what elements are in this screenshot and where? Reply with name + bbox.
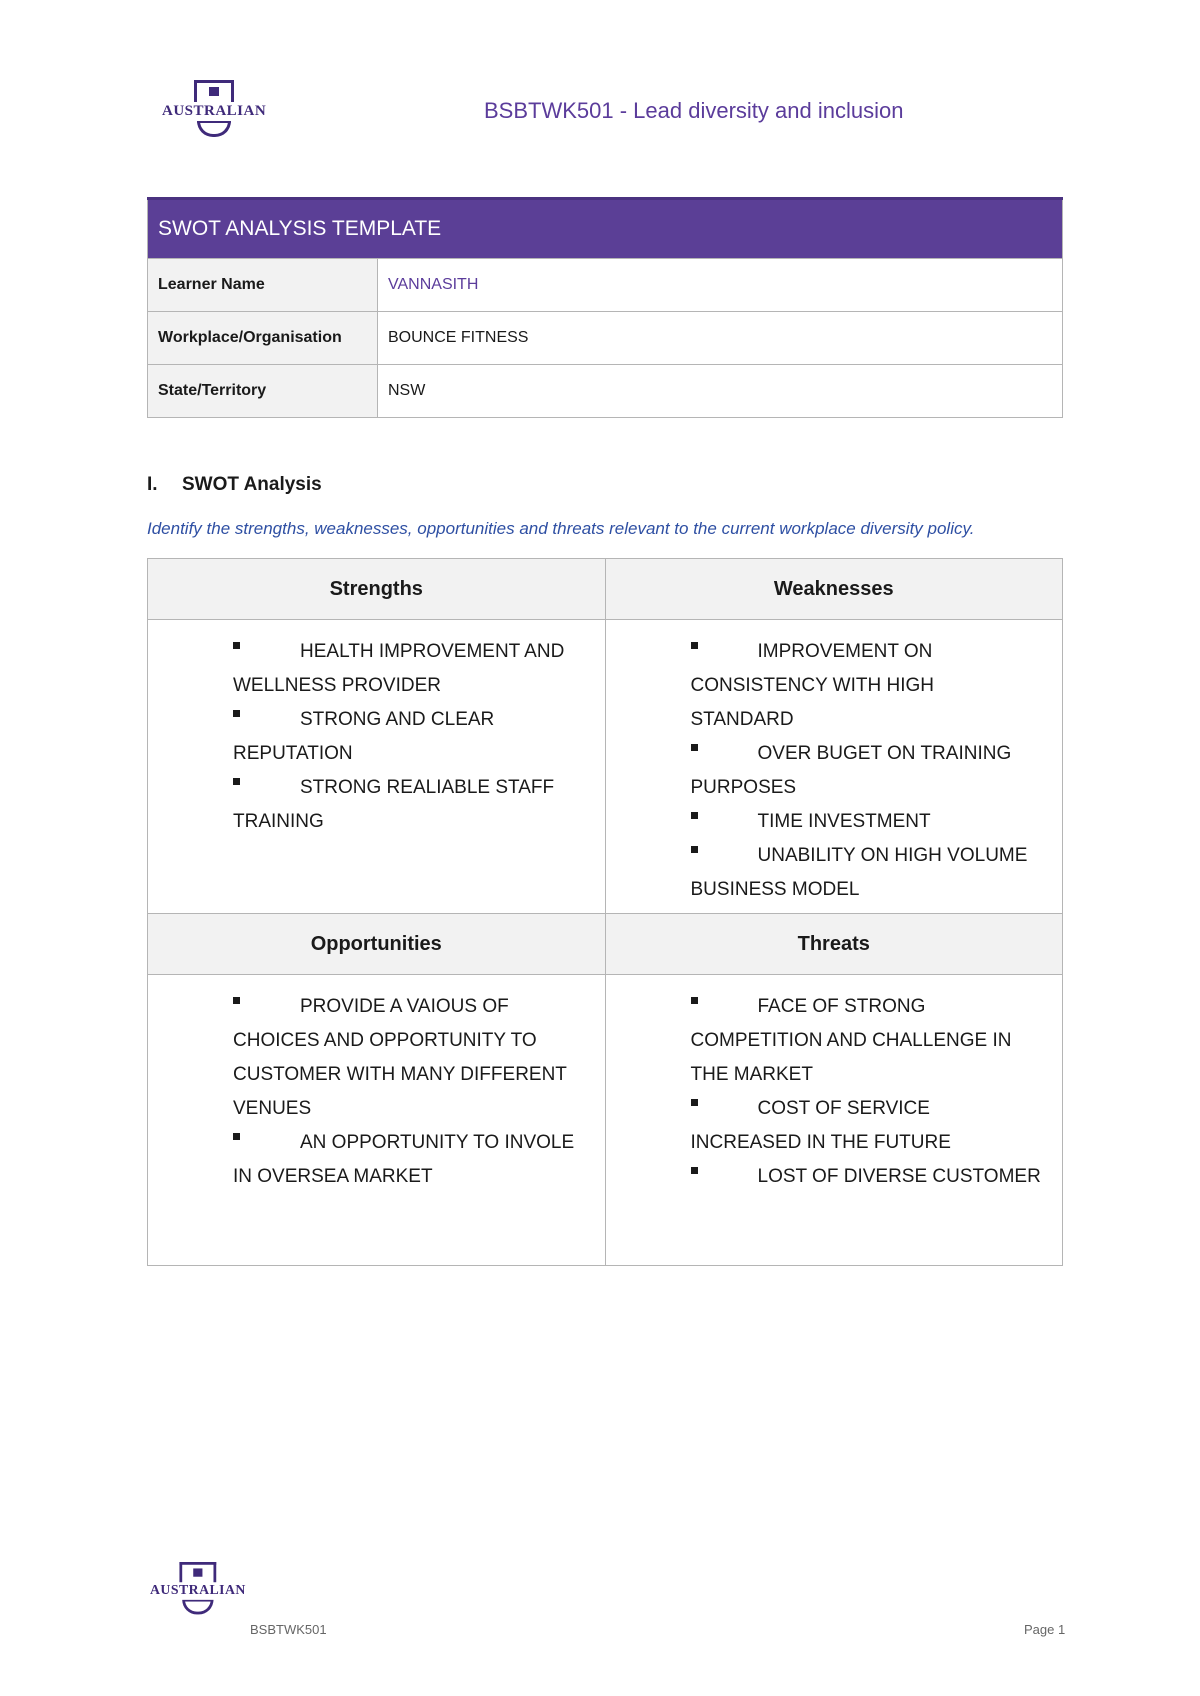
- logo-wordmark: AUSTRALIAN: [150, 1583, 246, 1598]
- list-item-text: LOST OF DIVERSE CUSTOMER: [757, 1166, 1041, 1187]
- list-item-text: STRONG REALIABLE STAFF TRAINING: [233, 777, 555, 832]
- learner-name-label: Learner Name: [148, 259, 378, 312]
- strengths-list: [149, 621, 604, 839]
- workplace-label: Workplace/Organisation: [148, 312, 378, 365]
- section-title: SWOT Analysis: [182, 474, 322, 495]
- table-title-row: [148, 199, 1063, 259]
- weaknesses-cell[interactable]: [605, 620, 1063, 914]
- table-row: [148, 365, 1063, 418]
- weaknesses-heading: Weaknesses: [605, 559, 1063, 620]
- section-heading: [147, 474, 322, 496]
- list-item: [233, 1126, 584, 1194]
- section-number: I.: [147, 474, 158, 495]
- header-logo: [162, 80, 266, 137]
- opportunities-heading: Opportunities: [148, 914, 606, 975]
- list-item: [691, 1160, 1042, 1194]
- list-item: [691, 737, 1042, 805]
- list-item-text: TIME INVESTMENT: [757, 811, 931, 832]
- section-instruction: Identify the strengths, weaknesses, opportunities and threats relevant to the current workplace diversity policy.: [147, 519, 975, 538]
- list-item: [233, 771, 584, 839]
- threats-heading: Threats: [605, 914, 1063, 975]
- square-bullet-icon: [691, 1167, 698, 1174]
- table-row: [148, 259, 1063, 312]
- table-row: [148, 312, 1063, 365]
- logo-shield-base-icon: [197, 121, 231, 137]
- square-bullet-icon: [691, 812, 698, 819]
- list-item: [691, 635, 1042, 737]
- list-item-text: COST OF SERVICE INCREASED IN THE FUTURE: [690, 1098, 951, 1153]
- list-item-text: FACE OF STRONG COMPETITION AND CHALLENGE IN THE MARKET: [690, 996, 1012, 1085]
- list-item: [691, 805, 1042, 839]
- list-item-text: HEALTH IMPROVEMENT AND WELLNESS PROVIDER: [233, 641, 565, 696]
- list-item: [233, 990, 584, 1126]
- square-bullet-icon: [233, 642, 240, 649]
- weaknesses-list: [607, 621, 1062, 907]
- strengths-heading: Strengths: [148, 559, 606, 620]
- square-bullet-icon: [233, 710, 240, 717]
- state-label: State/Territory: [148, 365, 378, 418]
- logo-shield-icon: [194, 80, 234, 102]
- list-item-text: IMPROVEMENT ON CONSISTENCY WITH HIGH STANDARD: [690, 641, 934, 730]
- square-bullet-icon: [233, 1133, 240, 1140]
- list-item-text: UNABILITY ON HIGH VOLUME BUSINESS MODEL: [690, 845, 1028, 900]
- logo-wordmark: AUSTRALIAN: [162, 103, 267, 119]
- footer-logo: [150, 1562, 246, 1614]
- learner-name-value[interactable]: VANNASITH: [378, 259, 1063, 312]
- opportunities-cell[interactable]: [148, 975, 606, 1266]
- list-item: [691, 1092, 1042, 1160]
- threats-cell[interactable]: [605, 975, 1063, 1266]
- learner-info-table: [147, 197, 1063, 418]
- list-item: [233, 703, 584, 771]
- logo-shield-base-icon: [182, 1600, 213, 1615]
- logo-shield-icon: [180, 1562, 217, 1582]
- list-item: [691, 990, 1042, 1092]
- swot-table: [147, 558, 1063, 1266]
- footer-page-number: Page 1: [1024, 1622, 1066, 1637]
- opportunities-list: [149, 976, 604, 1194]
- square-bullet-icon: [691, 846, 698, 853]
- square-bullet-icon: [233, 778, 240, 785]
- workplace-value[interactable]: BOUNCE FITNESS: [378, 312, 1063, 365]
- page-header-title: BSBTWK501 - Lead diversity and inclusion: [484, 98, 904, 123]
- square-bullet-icon: [691, 997, 698, 1004]
- list-item: [691, 839, 1042, 907]
- swot-body-row: [148, 975, 1063, 1266]
- swot-body-row: [148, 620, 1063, 914]
- list-item-text: STRONG AND CLEAR REPUTATION: [233, 709, 495, 764]
- footer-unit-code: BSBTWK501: [250, 1622, 327, 1637]
- list-item-text: PROVIDE A VAIOUS OF CHOICES AND OPPORTUNITY TO CUSTOMER WITH MANY DIFFERENT VENUES: [233, 996, 567, 1119]
- list-item-text: AN OPPORTUNITY TO INVOLE IN OVERSEA MARKET: [233, 1132, 575, 1187]
- threats-list: [607, 976, 1062, 1194]
- swot-header-row: [148, 559, 1063, 620]
- state-value[interactable]: NSW: [378, 365, 1063, 418]
- square-bullet-icon: [233, 997, 240, 1004]
- template-title: SWOT ANALYSIS TEMPLATE: [148, 199, 1063, 259]
- strengths-cell[interactable]: [148, 620, 606, 914]
- list-item: [233, 635, 584, 703]
- swot-header-row: [148, 914, 1063, 975]
- square-bullet-icon: [691, 1099, 698, 1106]
- list-item-text: OVER BUGET ON TRAINING PURPOSES: [690, 743, 1012, 798]
- square-bullet-icon: [691, 744, 698, 751]
- square-bullet-icon: [691, 642, 698, 649]
